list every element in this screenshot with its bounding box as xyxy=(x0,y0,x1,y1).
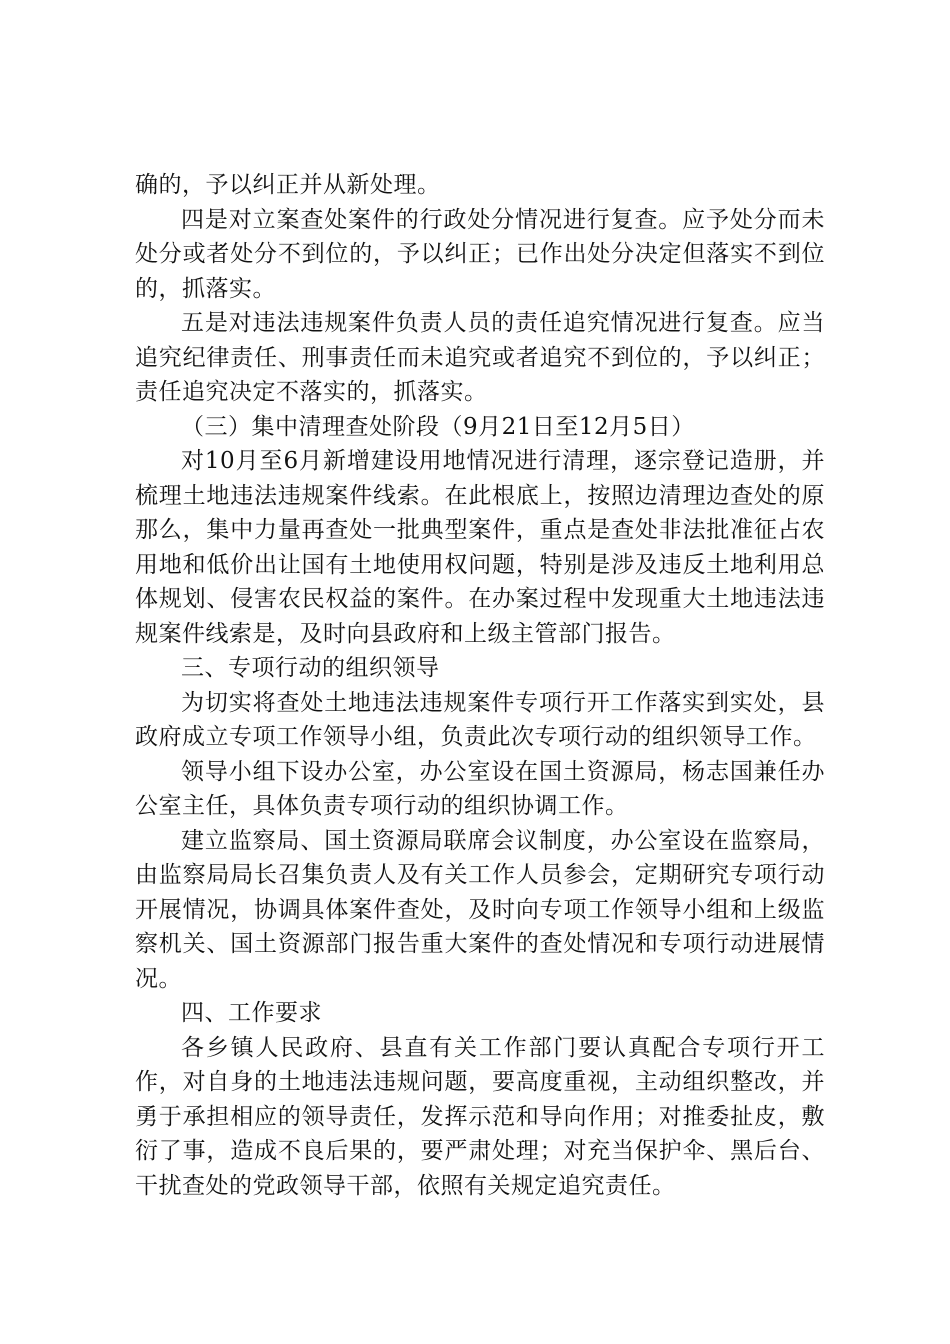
paragraph-clearance-stage: 对10月至6月新增建设用地情况进行清理，逐宗登记造册，并梳理土地违法违规案件线索。在此根底上，按照边清理边查处的原那么，集中力量再查处一批典型案件，重点是查处非法批准征占农用地和低价出让国有土地使用权问题，特别是涉及违反土地利用总体规划、侵害农民权益的案件。在办案过程中发现重大土地违法违规案件线索是，及时向县政府和上级主管部门报告。 xyxy=(135,448,825,647)
section-heading-requirements: 四、工作要求 xyxy=(181,1000,322,1026)
paragraph-office: 领导小组下设办公室，办公室设在国土资源局，杨志国兼任办公室主任，具体负责专项行动的组织协调工作。 xyxy=(135,758,825,819)
paragraph-continuation: 确的，予以纠正并从新处理。 xyxy=(135,172,441,198)
paragraph-leading-group: 为切实将查处土地违法违规案件专项行开工作落实到实处，县政府成立专项工作领导小组，负责此次专项行动的组织领导工作。 xyxy=(135,689,825,750)
paragraph-requirements: 各乡镇人民政府、县直有关工作部门要认真配合专项行开工作，对自身的土地违法违规问题，要高度重视，主动组织整改，并勇于承担相应的领导责任，发挥示范和导向作用；对推委扯皮，敷衍了事，造成不良后果的，要严肃处理；对充当保护伞、黑后台、干扰查处的党政领导干部，依照有关规定追究责任。 xyxy=(135,1034,825,1199)
paragraph-joint-meeting: 建立监察局、国土资源局联席会议制度，办公室设在监察局，由监察局局长召集负责人及有关工作人员参会，定期研究专项行动开展情况，协调具体案件查处，及时向专项工作领导小组和上级监察机关、国土资源部门报告重大案件的查处情况和专项行动进展情况。 xyxy=(135,827,825,992)
section-heading-organization: 三、专项行动的组织领导 xyxy=(181,655,440,681)
paragraph-item-four: 四是对立案查处案件的行政处分情况进行复查。应予处分而未处分或者处分不到位的，予以纠正；已作出处分决定但落实不到位的，抓落实。 xyxy=(135,206,825,302)
section-heading-stage-three: （三）集中清理查处阶段（9月21日至12月5日） xyxy=(181,413,695,440)
document-body xyxy=(135,168,825,1203)
paragraph-item-five: 五是对违法违规案件负责人员的责任追究情况进行复查。应当追究纪律责任、刑事责任而未追究或者追究不到位的，予以纠正；责任追究决定不落实的，抓落实。 xyxy=(135,310,825,405)
